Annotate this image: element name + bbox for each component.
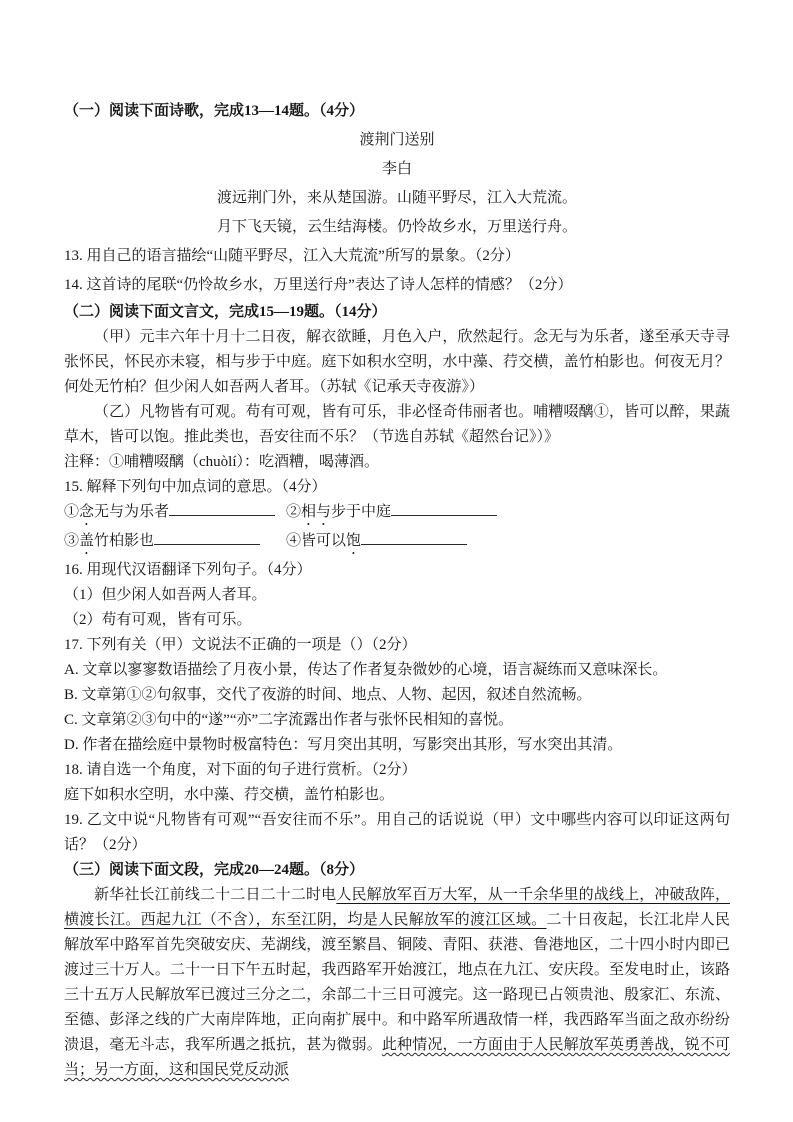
question-18-sentence: 庭下如积水空明，水中藻、荇交横，盖竹柏影也。 — [64, 787, 395, 803]
news-wavy-underlined-sentence: 此种情况，一方面由于人民解放军英勇善战，锐不可当；另一方面，这和国民党反动派 — [64, 1037, 730, 1078]
question-17-option-b: B. 文章第①②句叙事，交代了夜游的时间、地点、人物、起因，叙述自然流畅。 — [64, 687, 592, 703]
question-19: 19. 乙文中说“凡物皆有可观”“吾安往而不乐”。用自己的话说说（甲）文中哪些内容可以印证这两句话？（2分） — [64, 812, 730, 853]
news-lead-in: 新华社长江前线二十二日二十二时电 — [94, 887, 337, 903]
question-15-row-1 — [64, 500, 730, 529]
question-13: 13. 用自己的语言描绘“山随平野尽，江入大荒流”所写的景象。（2分） — [64, 248, 520, 264]
q15-item-4 — [286, 533, 467, 549]
question-17-option-a: A. 文章以寥寥数语描绘了月夜小景，传达了作者复杂微妙的心境，语言凝练而又意味深长。 — [64, 662, 668, 678]
section-three-header: （三）阅读下面文段，完成20—24题。（8分） — [64, 862, 365, 878]
news-underlined-lede: 人民解放军百万大军，从一千余华里的战线上，冲破敌阵，横渡长江。西起九江（不含），东至江阴，均是人民解放军的渡江区域。 — [64, 887, 730, 928]
q15-item-2 — [286, 504, 497, 520]
item-number: ① — [64, 504, 80, 520]
item-text: 皆可以 — [301, 533, 347, 549]
question-15-row-2 — [64, 529, 730, 558]
passage-yi: （乙）凡物皆有可观。苟有可观，皆有可乐，非必怪奇伟丽者也。哺糟啜醨①，皆可以醉，果蔬草木，皆可以饱。推此类也，吾安往而不乐？（节选自苏轼《超然台记》）》 — [64, 404, 730, 445]
answer-blank — [154, 530, 260, 545]
question-17-option-d: D. 作者在描绘庭中景物时极富特色：写月突出其明，写影突出其形，写水突出其清。 — [64, 737, 623, 753]
question-17-option-c: C. 文章第②③句中的“遂”“亦”二字流露出作者与张怀民相知的喜悦。 — [64, 712, 514, 728]
passage-jia: （甲）元丰六年十月十二日夜，解衣欲睡，月色入户，欣然起行。念无与为乐者，遂至承天寺寻张怀民，怀民亦未寝，相与步于中庭。庭下如积水空明，水中藻、荇交横，盖竹柏影也。何夜无月？何处无竹柏？但少闲人如吾两人者耳。（苏轼《记承天寺夜游》） — [64, 329, 730, 395]
item-text: 步于中庭 — [331, 504, 392, 520]
item-number: ③ — [64, 533, 80, 549]
emphasized-word: 盖 — [79, 533, 95, 549]
question-18: 18. 请自选一个角度，对下面的句子进行赏析。（2分） — [64, 762, 417, 778]
section-one-header: （一）阅读下面诗歌，完成13—14题。（4分） — [64, 103, 365, 119]
question-15: 15. 解释下列句中加点词的意思。（4分） — [64, 479, 327, 495]
item-text: 竹柏影也 — [94, 533, 155, 549]
question-16: 16. 用现代汉语翻译下列句子。（4分） — [64, 562, 312, 578]
item-text: 无与为乐者 — [94, 504, 170, 520]
poem-title: 渡荆门送别 — [359, 132, 435, 148]
question-16-item-1: （1）但少闲人如吾两人者耳。 — [64, 587, 267, 603]
answer-blank — [391, 501, 497, 516]
emphasized-word: 相与 — [301, 504, 332, 520]
section-poem — [64, 97, 730, 300]
question-17: 17. 下列有关（甲）文说法不正确的一项是（）（2分） — [64, 637, 417, 653]
q15-item-3 — [64, 529, 286, 558]
section-classical — [64, 300, 730, 858]
passage-note: 注释：①哺糟啜醨（chuòlí）：吃酒糟，喝薄酒。 — [64, 454, 379, 470]
poem-author: 李白 — [381, 161, 412, 177]
item-number: ④ — [286, 533, 302, 549]
poem-line: 月下飞天镜，云生结海楼。仍怜故乡水，万里送行舟。 — [216, 219, 577, 235]
section-two-header: （二）阅读下面文言文，完成15—19题。（14分） — [64, 304, 387, 320]
answer-blank — [169, 501, 275, 516]
question-16-item-2: （2）苟有可观，皆有可乐。 — [64, 612, 252, 628]
section-modern-text — [64, 858, 730, 1083]
question-14: 14. 这首诗的尾联“仍怜故乡水，万里送行舟”表达了诗人怎样的情感？（2分） — [64, 277, 573, 293]
answer-blank — [361, 530, 467, 545]
news-body: 二十日夜起，长江北岸人民解放军中路军首先突破安庆、芜湖线，渡至繁昌、铜陵、青阳、获港、鲁港地区，二十四小时内即已渡过三十万人。二十一日下午五时起，我西路军开始渡江，地点在九江、安庆段。至发电时止，该路三十五万人民解放军已渡过三分之二，余部二十三日可渡完。这一路现已占领贵池、殷家汇、东流、至德、彭泽之线的广大南岸阵地，正向南扩展中。和中路军所遇敌情一样，我西路军当面之敌亦纷纷溃退，毫无斗志，我军所遇之抵抗，甚为微弱。 — [64, 912, 730, 1053]
emphasized-word: 念 — [79, 504, 95, 520]
poem-line: 渡远荆门外，来从楚国游。山随平野尽，江入大荒流。 — [216, 190, 577, 206]
q15-item-1 — [64, 500, 286, 529]
emphasized-word: 饱 — [346, 533, 362, 549]
news-passage — [64, 883, 730, 1083]
item-number: ② — [286, 504, 302, 520]
